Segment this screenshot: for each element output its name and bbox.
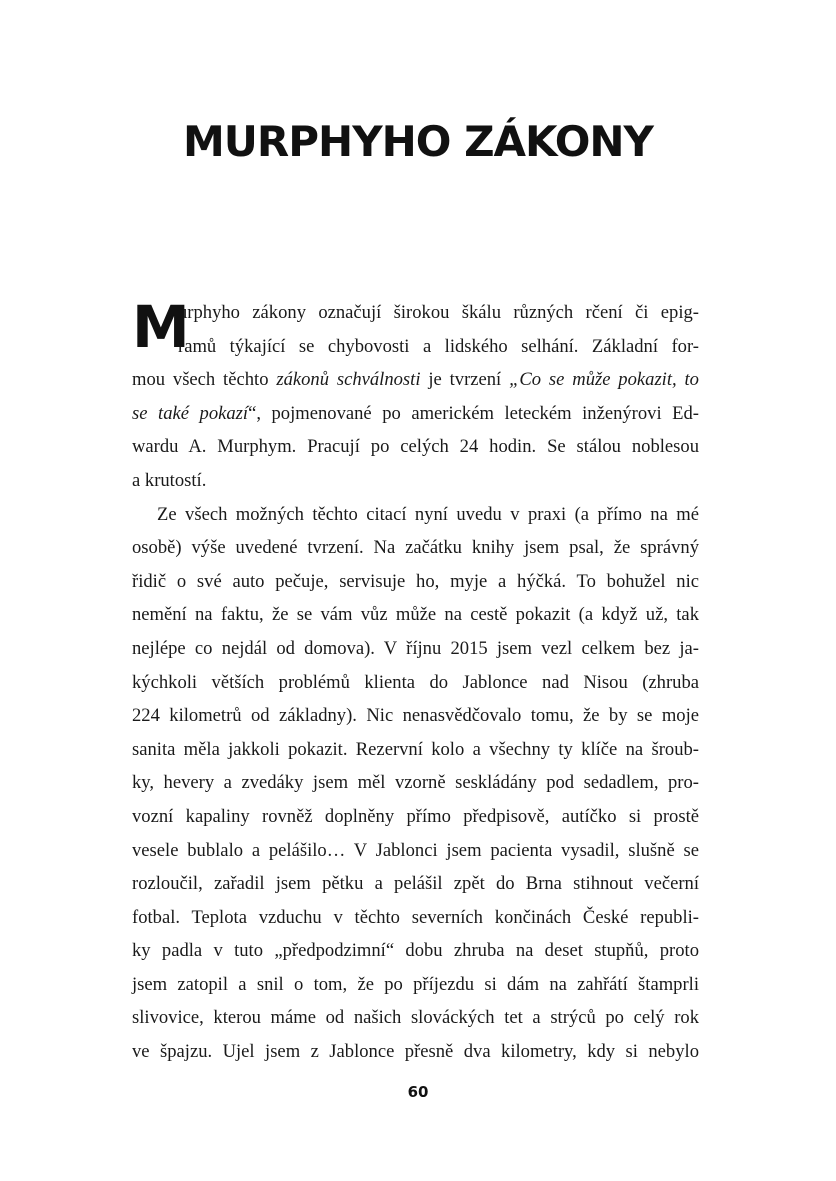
- italic-text: „Co se může pokazit, to: [509, 369, 699, 391]
- text-run: mou všech těchto: [132, 369, 277, 391]
- text-line: slivovice, kterou máme od našich slováckých tet a strýců po celý rok: [132, 1007, 699, 1029]
- text-line: vozní kapaliny rovněž doplněny přímo předpisově, autíčko si prostě: [132, 805, 699, 827]
- body-text: [132, 293, 699, 1069]
- text-line: řidič o své auto pečuje, servisuje ho, myje a hýčká. To bohužel nic: [132, 570, 699, 592]
- text-line: fotbal. Teplota vzduchu v těchto severních končinách České republi-: [132, 906, 699, 928]
- italic-text: se také pokazí: [132, 402, 249, 424]
- text-line: osobě) výše uvedené tvrzení. Na začátku knihy jsem psal, že správný: [132, 537, 699, 559]
- text-line: nejlépe co nejdál od domova). V říjnu 2015 jsem vezl celkem bez ja-: [132, 637, 699, 659]
- paragraph-1: [132, 293, 699, 498]
- italic-text: zákonů schválnosti: [276, 369, 421, 391]
- text-run: “, pojmenované po americkém leteckém inženýrovi Ed-: [248, 402, 699, 424]
- text-line: [132, 397, 699, 431]
- drop-cap: M: [132, 293, 190, 361]
- text-line: wardu A. Murphym. Pracují po celých 24 hodin. Se stálou noblesou: [132, 436, 699, 458]
- text-line: a krutostí.: [132, 469, 207, 491]
- text-line: [132, 363, 699, 397]
- text-line: ramů týkající se chybovosti a lidského selhání. Základní for-: [178, 335, 699, 357]
- page-number: 60: [407, 1083, 429, 1101]
- text-line: vesele bublalo a pelášilo… V Jablonci jsem pacienta vysadil, slušně se: [132, 839, 699, 861]
- chapter-title: MURPHYHO ZÁKONY: [183, 117, 653, 166]
- text-line: sanita měla jakkoli pokazit. Rezervní kolo a všechny ty klíče na šroub-: [132, 738, 699, 760]
- paragraph-2: [132, 498, 699, 1069]
- text-run: je tvrzení: [420, 369, 510, 391]
- text-line: ve špajzu. Ujel jsem z Jablonce přesně dva kilometry, kdy si nebylo: [132, 1041, 699, 1063]
- text-line: nemění na faktu, že se vám vůz může na cestě pokazit (a když už, tak: [132, 604, 699, 626]
- text-line: kýchkoli větších problémů klienta do Jablonce nad Nisou (zhruba: [132, 671, 699, 693]
- text-line: jsem zatopil a snil o tom, že po příjezdu si dám na zahřátí štamprli: [132, 973, 699, 995]
- text-line: rozloučil, zařadil jsem pětku a pelášil zpět do Brna stihnout večerní: [132, 873, 699, 895]
- text-line: urphyho zákony označují širokou škálu různých rčení či epig-: [178, 302, 699, 323]
- text-line: ky, hevery a zvedáky jsem měl vzorně seskládány pod sedadlem, pro-: [132, 772, 699, 794]
- text-line: Ze všech možných těchto citací nyní uvedu v praxi (a přímo na mé: [157, 503, 699, 525]
- text-line: 224 kilometrů od základny). Nic nenasvědčovalo tomu, že by se moje: [132, 705, 699, 727]
- text-line: ky padla v tuto „předpodzimní“ dobu zhruba na deset stupňů, proto: [132, 940, 699, 962]
